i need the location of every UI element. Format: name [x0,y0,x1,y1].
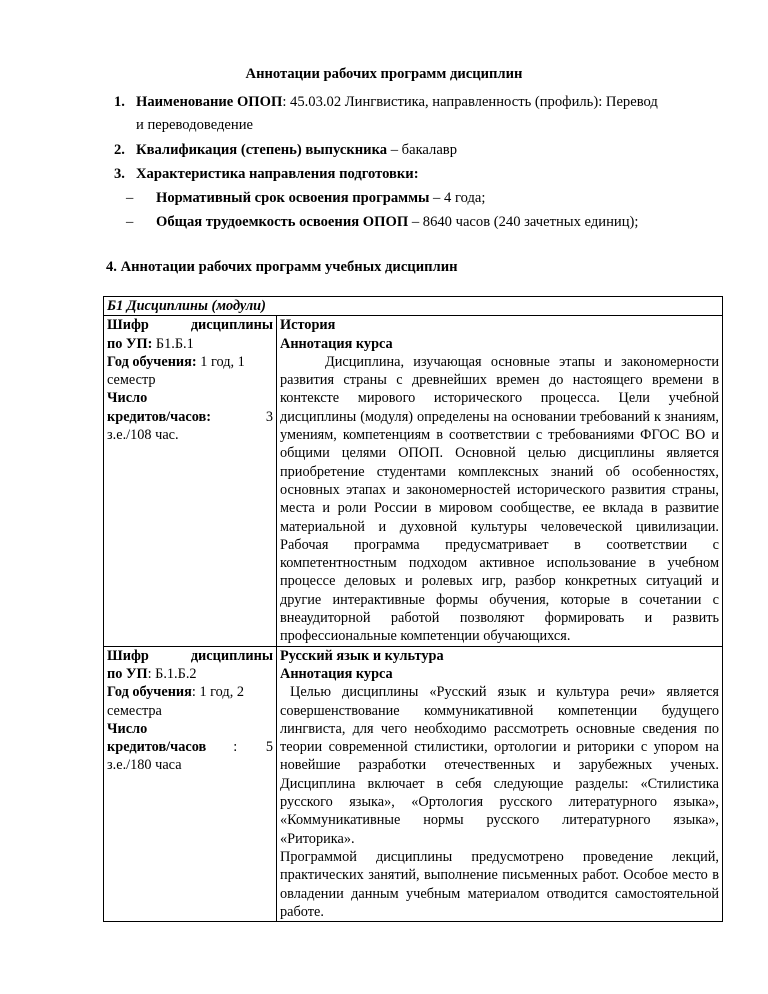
annotation-label: Аннотация курса [280,665,393,682]
document-title: Аннотации рабочих программ дисциплин [245,66,523,82]
item-label: Квалификация (степень) выпускника [136,142,388,158]
discipline-meta: Шифр дисциплины по УП: Б.1.Б.2 Год обучения: 1 год, 2 семестра Число кредитов/часов : 5 з.е./180 часа [104,646,277,921]
discipline-description [277,316,723,646]
section-heading: 4. Аннотации рабочих программ учебных дисциплин [106,259,458,275]
disciplines-table [103,296,723,922]
item-label: Характеристика направления подготовки: [136,166,419,182]
item-characteristic: 3. Характеристика направления подготовки: [114,166,419,182]
discipline-meta: Шифр дисциплины по УП: Б1.Б.1 Год обучения: 1 год, 1 семестр Число кредитов/часов: 3 з.е./108 час. [104,316,277,646]
annotation-text-2: Программой дисциплины предусмотрено проведение лекций, практических занятий, выполнение письменных работ. Особое место в овладении данным учебным материалом отводится самостоятельной работе. [280,848,719,920]
item-qualification: 2. Квалификация (степень) выпускника – бакалавр [114,142,457,158]
item-label: Наименование ОПОП [136,94,283,110]
dash-item-duration: – Нормативный срок освоения программы – 4 года; [126,190,486,206]
course-title: Русский язык и культура [280,647,444,664]
table-row [104,316,723,646]
discipline-description [277,646,723,921]
annotation-text: Дисциплина, изучающая основные этапы и закономерности развития страны с древнейших времен до настоящего времени в контексте мирового исторического процесса. Цели учебной дисциплины (модуля) определены на основании требований к знаниям, умениям, компетенциям в соответствии с требованиями ФГОС ВО и общими целями ОПОП. Основной целью дисциплины является приобретение студентами комплексных знаний об особенностях, основных этапах и закономерностей исторического развития страны, места и роли России в мировом сообществе, ее вклада в развитие материальной и духовной культуры человеческой цивилизации. Рабочая программа предусматривает в соответствии с компетентностным подходом активное использование в учебном процессе деловых и ролевых игр, разбор конкретных ситуаций и другие интерактивные формы обучения, которые в сочетании с внеаудиторной работой позволяют формировать и развить профессиональные компетенции обучающихся. [280,353,719,645]
table-row [104,646,723,921]
course-title: История [280,317,336,334]
annotation-label: Аннотация курса [280,335,393,352]
item-opop-name: 1. Наименование ОПОП: 45.03.02 Лингвистика, направленность (профиль): Перевод и переводоведение [114,94,658,133]
table-header: Б1 Дисциплины (модули) [104,297,723,316]
annotation-text: Целью дисциплины «Русский язык и культура речи» является совершенствование коммуникативной компетенции будущего лингвиста, для чего необходимо рассмотреть основные сведения по теории современной стилистики, ортологии и риторики с упором на новейшие разработки отечественных и зарубежных ученых. Дисциплина включает в себя следующие разделы: «Стилистика русского языка», «Ортология русского литературного языка», «Коммуникативные нормы русского литературного языка», «Риторика». [280,684,719,847]
dash-item-workload: – Общая трудоемкость освоения ОПОП – 8640 часов (240 зачетных единиц); [126,214,639,230]
